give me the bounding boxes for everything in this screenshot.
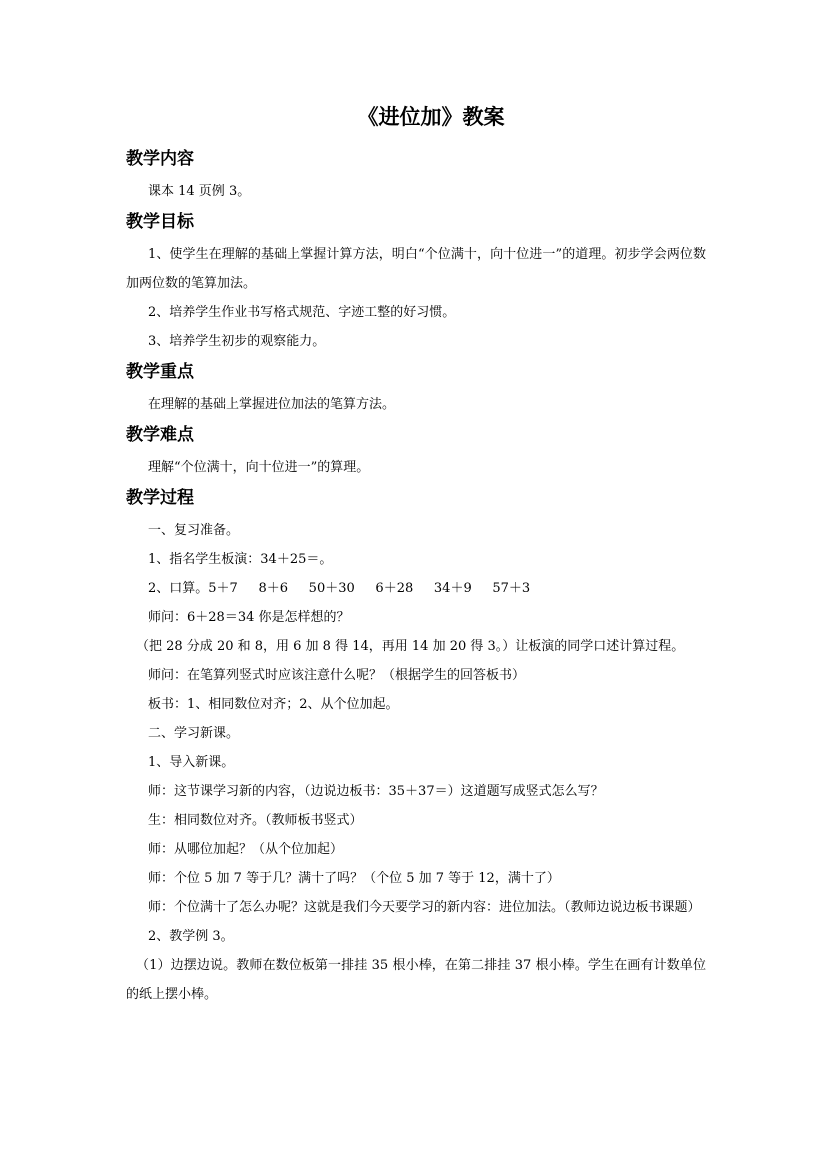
paragraph: 理解“个位满十，向十位进一”的算理。 xyxy=(148,460,370,475)
paragraph: 1、使学生在理解的基础上掌握计算方法，明白“个位满十，向十位进一”的道理。初步学会两位数加两位数的笔算加法。 xyxy=(126,247,706,291)
heading-teaching-goals: 教学目标 xyxy=(126,212,194,232)
paragraph: 2、教学例 3。 xyxy=(148,929,234,944)
document-title: 《进位加》教案 xyxy=(357,104,505,129)
paragraph: 二、学习新课。 xyxy=(148,726,240,741)
paragraph: 课本 14 页例 3。 xyxy=(148,184,251,199)
paragraph: 师：从哪位加起？（从个位加起） xyxy=(148,842,344,857)
document-page xyxy=(126,103,706,1009)
paragraph: 在理解的基础上掌握进位加法的笔算方法。 xyxy=(148,397,396,412)
paragraph: （1）边摆边说。教师在数位板第一排挂 35 根小棒，在第二排挂 37 根小棒。学生在画有计数单位的纸上摆小棒。 xyxy=(126,958,706,1002)
paragraph: 1、导入新课。 xyxy=(148,755,235,770)
heading-key-points: 教学重点 xyxy=(126,362,194,382)
paragraph: 2、口算。5＋7 8＋6 50＋30 6＋28 34＋9 57＋3 xyxy=(148,581,531,596)
paragraph: 师问：在笔算列竖式时应该注意什么呢？（根据学生的回答板书） xyxy=(148,668,526,683)
heading-teaching-content: 教学内容 xyxy=(126,149,194,169)
heading-teaching-process: 教学过程 xyxy=(126,488,194,508)
paragraph: 1、指名学生板演：34＋25＝。 xyxy=(148,552,333,567)
paragraph: 师：个位 5 加 7 等于几？满十了吗？（个位 5 加 7 等于 12，满十了） xyxy=(148,871,560,886)
paragraph: 3、培养学生初步的观察能力。 xyxy=(148,334,326,349)
paragraph: 2、培养学生作业书写格式规范、字迹工整的好习惯。 xyxy=(148,305,456,320)
paragraph: 师：这节课学习新的内容，（边说边板书：35＋37＝）这道题写成竖式怎么写？ xyxy=(148,784,604,799)
paragraph: 一、复习准备。 xyxy=(148,523,240,538)
paragraph: 生：相同数位对齐。（教师板书竖式） xyxy=(148,813,363,828)
paragraph: （把 28 分成 20 和 8，用 6 加 8 得 14，再用 14 加 20 得 3。）让板演的同学口述计算过程。 xyxy=(136,639,685,654)
paragraph: 师：个位满十了怎么办呢？这就是我们今天要学习的新内容：进位加法。（教师边说边板书课题） xyxy=(148,900,701,915)
paragraph: 师问：6＋28＝34 你是怎样想的？ xyxy=(148,610,350,625)
paragraph: 板书：1、相同数位对齐；2、从个位加起。 xyxy=(148,697,399,712)
heading-difficulties: 教学难点 xyxy=(126,425,194,445)
